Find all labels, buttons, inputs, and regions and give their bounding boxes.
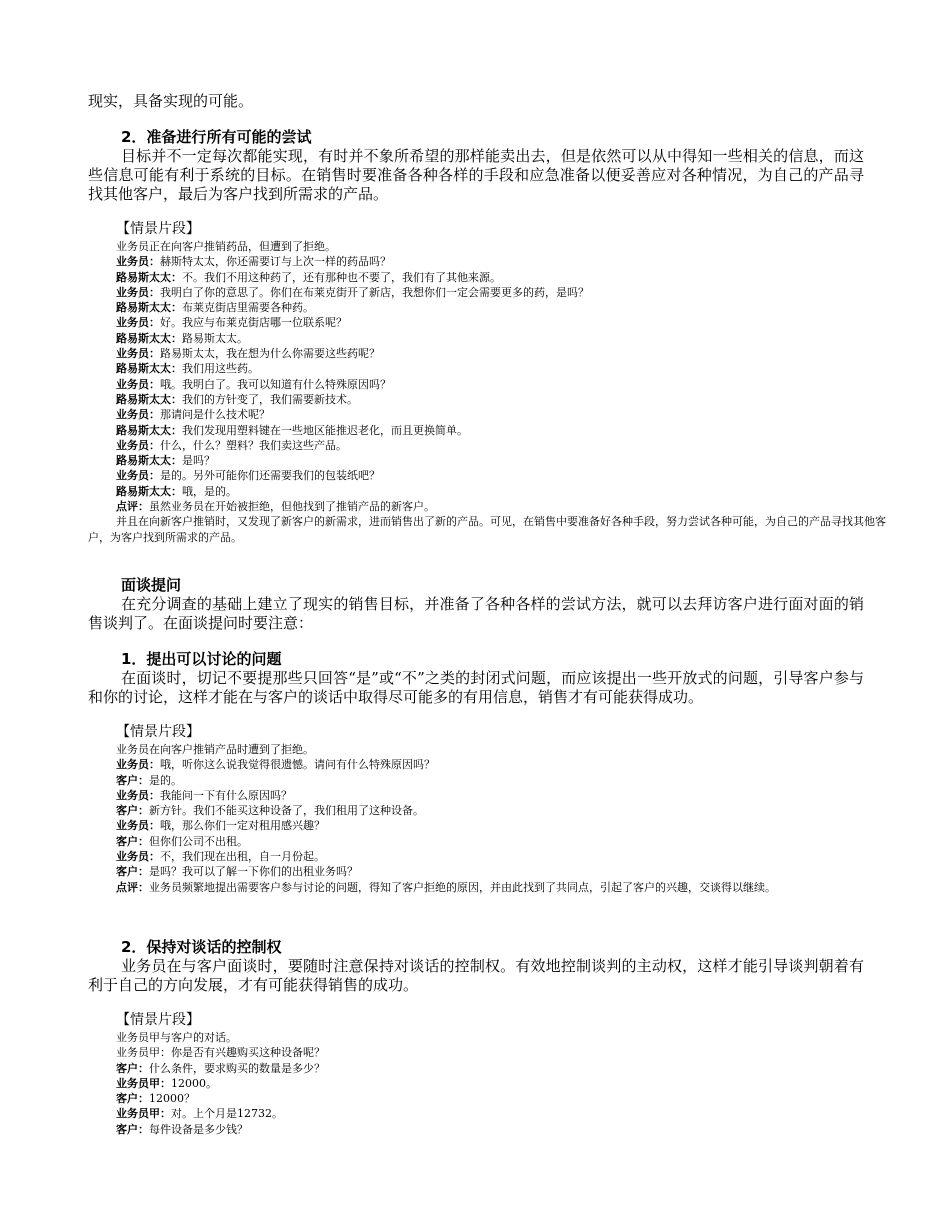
speaker: 路易斯太太： [116,392,182,406]
speaker: 业务员： [116,758,160,772]
utterance: 我们用这些药。 [182,362,259,376]
utterance: 什么条件，要求购买的数量是多少？ [149,1061,325,1075]
scene-1 [88,220,892,545]
speaker: 业务员： [116,850,160,864]
comment-label: 点评： [116,500,149,514]
top-text: 现实，具备实现的可能。 [88,92,254,110]
dialogue [116,1030,892,1137]
speaker: 业务员： [116,469,160,483]
utterance: 我明白了你的意思了。你们在布莱克街开了新店，我想你们一定会需要更多的药，是吗？ [160,285,589,299]
comment-line [116,499,892,514]
comment-label: 点评： [116,880,149,894]
utterance: 12000？ [149,1092,195,1106]
dialogue-line [116,361,892,376]
scene-2 [88,723,892,895]
speaker: 业务员甲： [116,1076,171,1090]
utterance: 业务员甲与客户的对话。 [116,1031,237,1044]
dialogue-line [116,1030,892,1045]
utterance: 什么，什么？塑料？我们卖这些产品。 [160,438,347,452]
dialogue-line [116,1061,892,1076]
speaker: 业务员： [116,316,160,330]
dialogue-line [116,484,892,499]
dialogue-line [116,300,892,315]
comment-text: 业务员频繁地提出需要客户参与讨论的问题，得知了客户拒绝的原因，并由此找到了共同点，引起了客户的兴趣，交谈得以继续。 [149,880,776,894]
speaker: 业务员： [116,438,160,452]
utterance: 路易斯太太，我在想为什么你需要这些药呢？ [160,347,380,361]
speaker: 业务员： [116,255,160,269]
utterance: 路易斯太太。 [182,331,248,345]
speaker: 客户： [116,804,149,818]
dialogue-line [116,773,892,788]
dialogue-line [116,1045,892,1060]
scene-tag: 【情景片段】 [116,724,200,740]
dialogue-line [116,453,892,468]
speaker: 业务员： [116,347,160,361]
dialogue-line [116,285,892,300]
dialogue-line [116,407,892,422]
scene-tag: 【情景片段】 [116,221,200,237]
speaker: 路易斯太太： [116,423,182,437]
utterance: 不，我们现在出租，自一月份起。 [160,850,325,864]
paragraph-q2: 业务员在与客户面谈时，要随时注意保持对谈话的控制权。有效地控制谈判的主动权，这样才能引导谈判朝着有利于自己的方向发展，才有可能获得销售的成功。 [88,957,864,994]
speaker: 业务员： [116,408,160,422]
dialogue [116,254,892,514]
heading-q1: 1．提出可以讨论的问题 [121,650,282,668]
comment-text: 虽然业务员在开始被拒绝，但他找到了推销产品的新客户。 [149,500,435,514]
dialogue-line [116,423,892,438]
paragraph-q1: 在面谈时，切记不要提那些只回答“是”或“不”之类的封闭式问题，而应该提出一些开放式的问题，引导客户参与和你的讨论，这样才能在与客户的谈话中取得尽可能多的有用信息，销售才有可能获得成功。 [88,669,864,706]
dialogue-line [116,864,892,879]
speaker: 路易斯太太： [116,301,182,315]
dialogue-line [116,254,892,269]
utterance: 每件设备是多少钱？ [149,1122,248,1136]
scene-intro: 业务员正在向客户推销药品，但遭到了拒绝。 [116,240,336,253]
speaker: 路易斯太太： [116,362,182,376]
utterance: 哦，是的。 [182,484,237,498]
dialogue-line [116,1076,892,1091]
comment-line [88,880,892,895]
dialogue-line [116,331,892,346]
utterance: 我们发现用塑料键在一些地区能推迟老化，而且更换简单。 [182,423,468,437]
speaker: 客户： [116,865,149,879]
speaker: 业务员甲： [116,1107,171,1121]
dialogue-line [116,392,892,407]
utterance: 我能问一下有什么原因吗？ [160,788,292,802]
speaker: 业务员： [116,285,160,299]
speaker: 路易斯太太： [116,331,182,345]
utterance: 不。我们不用这种药了，还有那种也不要了，我们有了其他来源。 [182,270,501,284]
dialogue-line [116,346,892,361]
utterance: 新方针。我们不能买这种设备了，我们租用了这种设备。 [149,804,424,818]
paragraph-try: 目标并不一定每次都能实现，有时并不象所希望的那样能卖出去，但是依然可以从中得知一些相关的信息，而这些信息可能有利于系统的目标。在销售时要准备各种各样的手段和应急准备以便妥善应对各种情况，为自己的产品寻找其他客户，最后为客户找到所需求的产品。 [88,147,864,203]
speaker: 路易斯太太： [116,454,182,468]
utterance: 哦，听你这么说我觉得很遗憾。请问有什么特殊原因吗？ [160,758,435,772]
heading-q2: 2．保持对谈话的控制权 [121,938,282,956]
dialogue-line [116,270,892,285]
scene-note: 并且在向新客户推销时，又发现了新客户的新需求，进而销售出了新的产品。可见，在销售中要准备好各种手段，努力尝试各种可能，为自己的产品寻找其他客户，为客户找到所需求的产品。 [88,515,886,544]
utterance: 哦，那么你们一定对租用感兴趣？ [160,819,325,833]
utterance: 我们的方针变了，我们需要新技术。 [182,392,358,406]
speaker: 客户： [116,773,149,787]
dialogue-line [116,1106,892,1121]
heading-try: 2．准备进行所有可能的尝试 [121,128,312,146]
dialogue-line [116,315,892,330]
utterance: 是吗？我可以了解一下你们的出租业务吗？ [149,865,358,879]
paragraph-interview: 在充分调查的基础上建立了现实的销售目标，并准备了各种各样的尝试方法，就可以去拜访客户进行面对面的销售谈判了。在面谈提问时要注意： [88,595,864,632]
dialogue-line [116,834,892,849]
scene-tag: 【情景片段】 [116,1012,200,1028]
dialogue-line [116,803,892,818]
utterance: 但你们公司不出租。 [149,834,248,848]
speaker: 路易斯太太： [116,484,182,498]
speaker: 客户： [116,1122,149,1136]
heading-interview: 面谈提问 [121,576,182,594]
dialogue [116,757,892,879]
utterance: 赫斯特太太，你还需要订与上次一样的药品吗？ [160,255,391,269]
utterance: 哦。我明白了。我可以知道有什么特殊原因吗？ [160,377,391,391]
speaker: 业务员： [116,788,160,802]
dialogue-line [116,788,892,803]
speaker: 路易斯太太： [116,270,182,284]
utterance: 业务员甲：你是否有兴趣购买这种设备呢？ [116,1046,325,1060]
dialogue-line [116,438,892,453]
scene-intro: 业务员在向客户推销产品时遭到了拒绝。 [116,743,314,756]
utterance: 布莱克街店里需要各种药。 [182,301,314,315]
utterance: 是吗？ [182,454,215,468]
dialogue-line [116,757,892,772]
dialogue-line [116,1091,892,1106]
dialogue-line [116,377,892,392]
utterance: 是的。另外可能你们还需要我们的包装纸吧？ [160,469,380,483]
scene-3 [88,1011,892,1137]
utterance: 好。我应与布莱克街店哪一位联系呢？ [160,316,347,330]
speaker: 客户： [116,1061,149,1075]
utterance: 12000。 [171,1076,217,1090]
utterance: 对。上个月是12732。 [171,1107,283,1121]
speaker: 客户： [116,834,149,848]
dialogue-line [116,818,892,833]
dialogue-line [116,468,892,483]
speaker: 业务员： [116,377,160,391]
speaker: 业务员： [116,819,160,833]
utterance: 是的。 [149,773,182,787]
dialogue-line [116,1122,892,1137]
dialogue-line [116,849,892,864]
utterance: 那请问是什么技术呢？ [160,408,270,422]
speaker: 客户： [116,1092,149,1106]
